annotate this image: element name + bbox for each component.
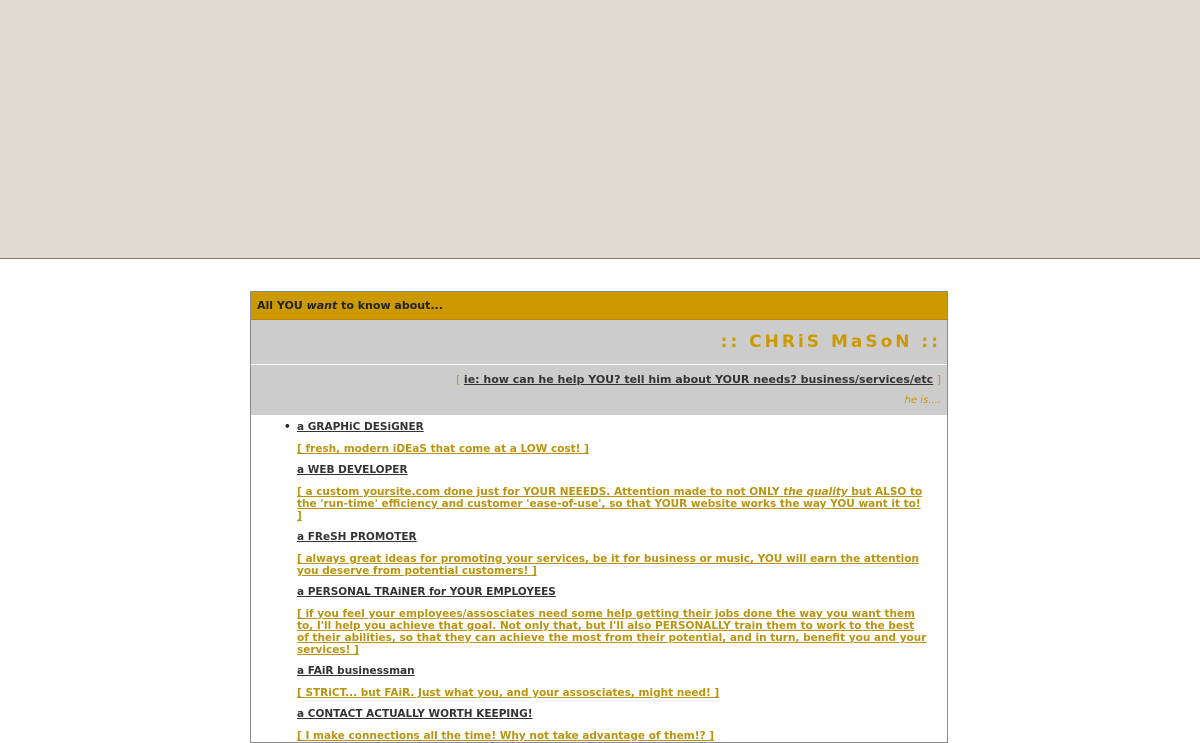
- service-title-promoter[interactable]: a FReSH PROMOTER: [297, 531, 417, 543]
- service-desc-promoter[interactable]: [ always great ideas for promoting your services, be it for business or music, YOU will earn the attention you deserve from potential customers! ]: [297, 553, 919, 577]
- web-desc-emphasis: the quality: [783, 486, 848, 498]
- service-desc-web-developer[interactable]: [297, 486, 927, 522]
- service-desc-personal-trainer[interactable]: [ if you feel your employees/assosciates need some help getting their jobs done the way you want them to, I'll help you achieve that goal. Not only that, but I'll also PERSONALLY train them to work to the best of their abilities, so that they can achieve the most from their potential, and in turn, benefit you and your services! ]: [297, 608, 927, 656]
- intro-header: [251, 292, 947, 320]
- name-banner: [251, 320, 947, 365]
- service-title-graphic-designer[interactable]: • a GRAPHiC DESiGNER: [297, 421, 947, 434]
- service-title-web-developer[interactable]: a WEB DEVELOPER: [297, 464, 408, 476]
- services-list: [251, 415, 947, 742]
- help-bar: [251, 365, 947, 415]
- web-desc-pre: [ a custom yoursite.com done just for YOUR NEEEDS. Attention made to not ONLY: [297, 486, 784, 498]
- service-desc-businessman[interactable]: [ STRiCT... but FAiR. Just what you, and your assosciates, might need! ]: [297, 687, 720, 699]
- service-title-contact[interactable]: a CONTACT ACTUALLY WORTH KEEPING!: [297, 708, 533, 720]
- page-title: :: CHRiS MaSoN ::: [720, 332, 941, 352]
- service-title-businessman[interactable]: a FAiR businessman: [297, 665, 415, 677]
- intro-text-post: to know about...: [337, 299, 443, 312]
- intro-text-pre: All YOU: [257, 299, 307, 312]
- bracket-close: ]: [936, 373, 941, 386]
- service-desc-graphic-designer[interactable]: [ fresh, modern iDEaS that come at a LOW cost! ]: [297, 443, 589, 455]
- service-desc-contact[interactable]: [ I make connections all the time! Why not take advantage of them!? ]: [297, 730, 715, 742]
- he-is-label: he is....: [904, 395, 941, 406]
- help-line: [251, 373, 941, 387]
- web-desc-post: but ALSO to the 'run-time' efficiency and customer 'ease-of-use', so that YOUR website works the way YOU want it to! ]: [297, 486, 923, 522]
- service-title-personal-trainer[interactable]: a PERSONAL TRAiNER for YOUR EMPLOYEES: [297, 586, 556, 598]
- help-link[interactable]: ie: how can he help YOU? tell him about YOUR needs? business/services/etc: [463, 373, 934, 386]
- intro-text-emphasis: want: [306, 299, 338, 312]
- top-banner-area: [0, 0, 1200, 259]
- profile-panel: [250, 291, 948, 743]
- bracket-open: [: [456, 373, 461, 386]
